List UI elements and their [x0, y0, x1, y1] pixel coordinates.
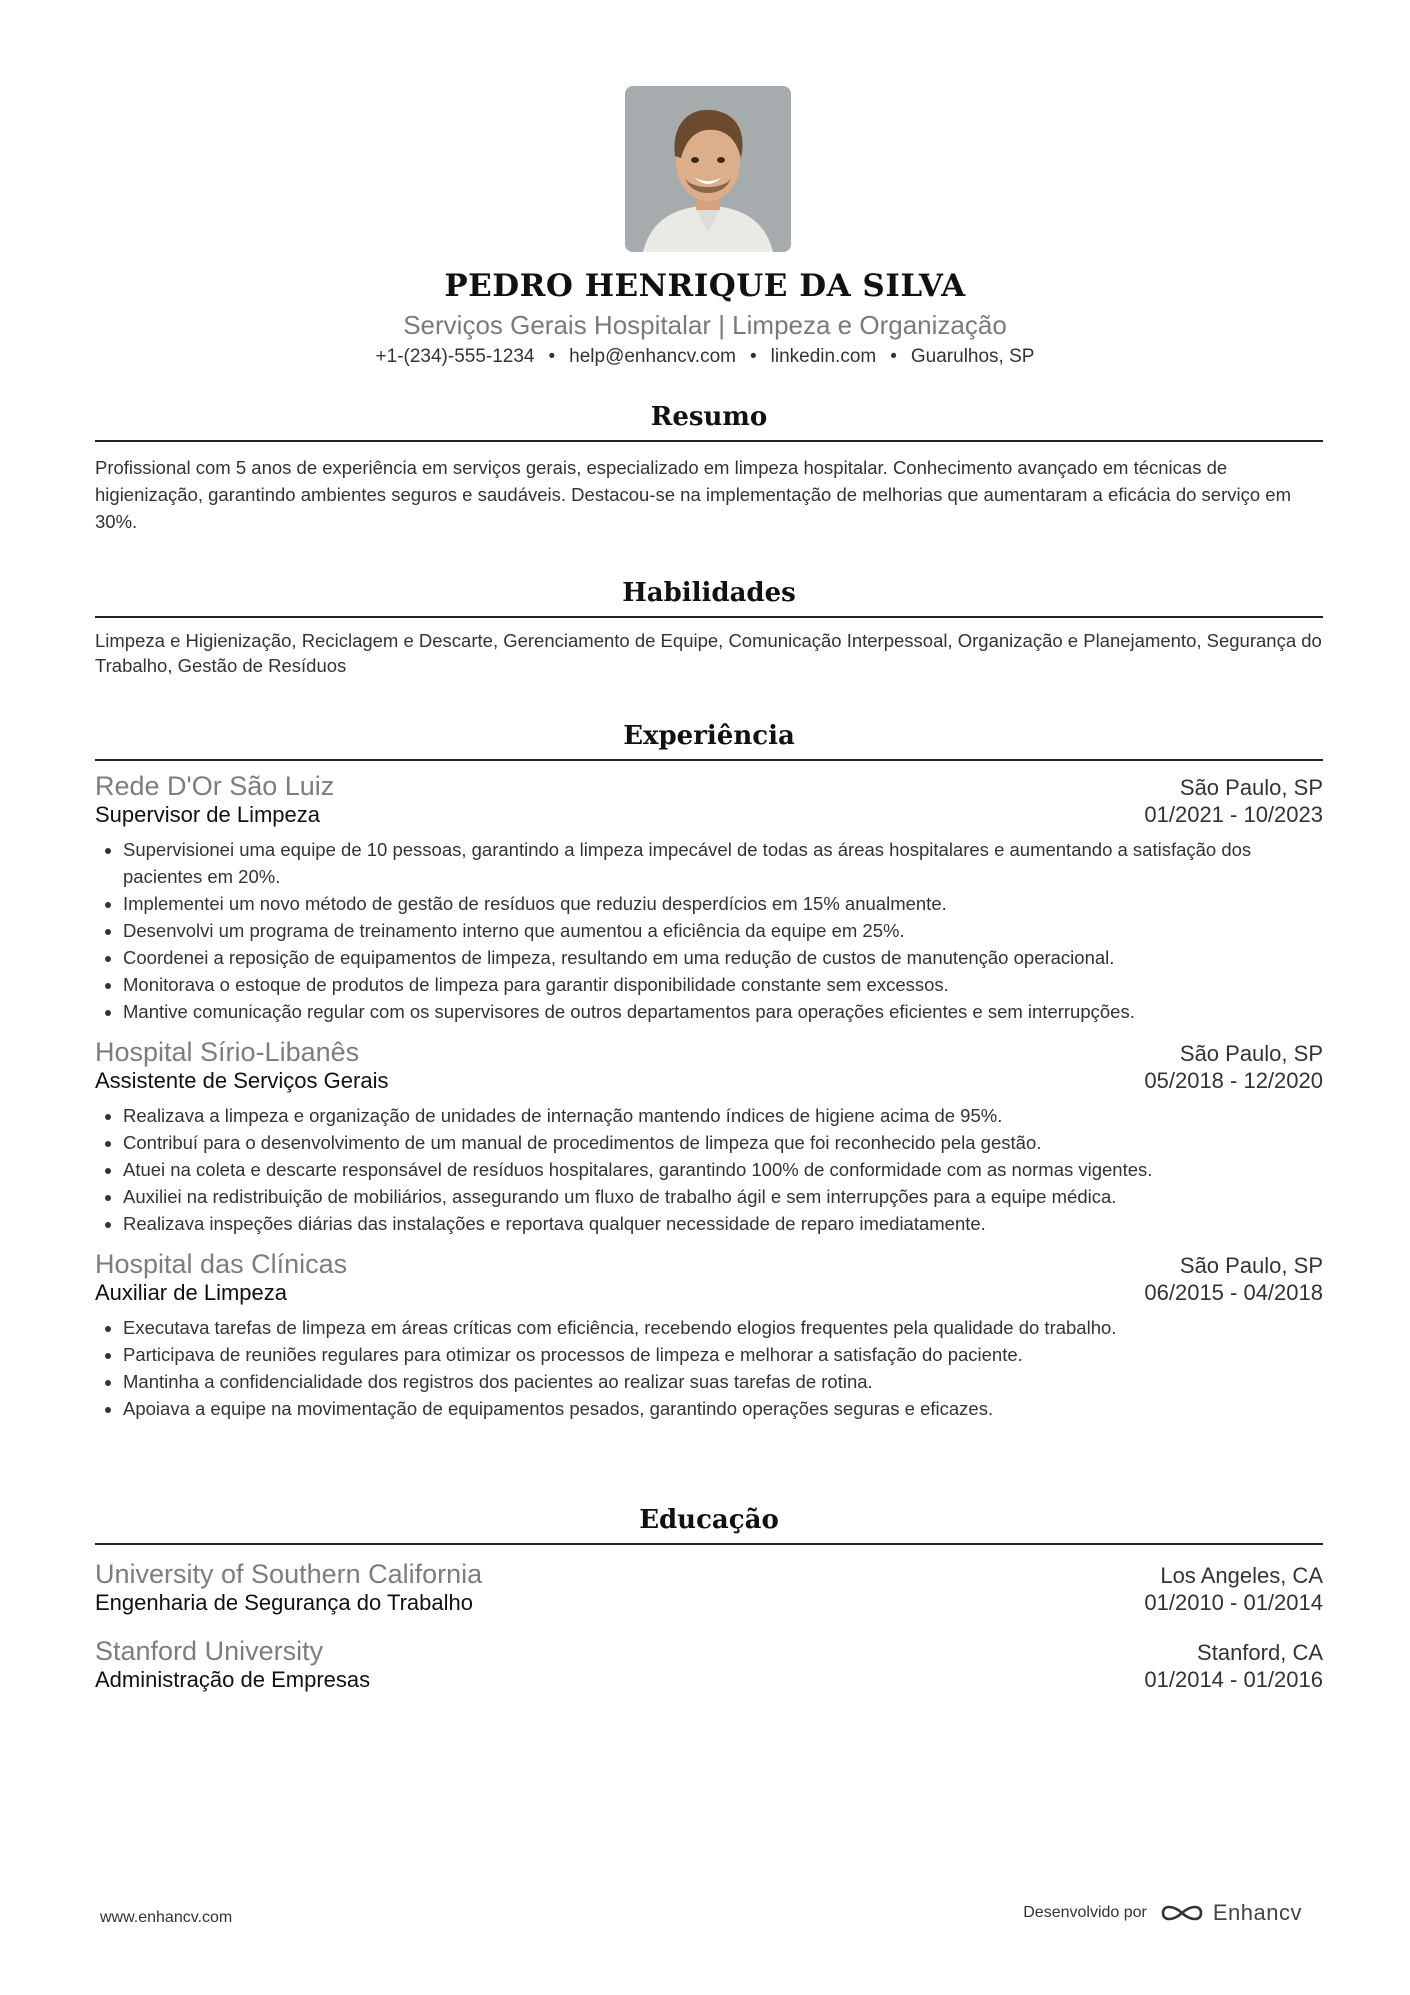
education-dates: 01/2014 - 01/2016: [1144, 1667, 1323, 1692]
school-name: University of Southern California: [95, 1559, 483, 1589]
section-title: Educação: [95, 1505, 1323, 1545]
separator-dot-icon: •: [890, 346, 897, 367]
footer-branding: [1023, 1900, 1302, 1926]
job-title: Supervisor de Limpeza: [95, 802, 321, 827]
list-item: • Auxiliei na redistribuição de mobiliários, assegurando um fluxo de trabalho ágil e sem interrupções para a equipe médica.: [123, 1183, 1323, 1210]
contact-linkedin[interactable]: linkedin.com: [770, 346, 877, 367]
list-item: • Atuei na coleta e descarte responsável de resíduos hospitalares, garantindo 100% de conformidade com as normas vigentes.: [123, 1156, 1323, 1183]
list-item: • Realizava a limpeza e organização de unidades de internação mantendo índices de higiene acima de 95%.: [123, 1102, 1323, 1129]
list-item: • Executava tarefas de limpeza em áreas críticas com eficiência, recebendo elogios frequentes pela qualidade do trabalho.: [123, 1314, 1323, 1341]
school-name: Stanford University: [95, 1636, 324, 1666]
achievement-list: [95, 1314, 1323, 1422]
list-item: • Desenvolvi um programa de treinamento interno que aumentou a eficiência da equipe em 25%.: [123, 917, 1323, 944]
list-item: • Apoiava a equipe na movimentação de equipamentos pesados, garantindo operações seguras e eficazes.: [123, 1395, 1323, 1422]
job-location: São Paulo, SP: [1179, 1253, 1323, 1278]
list-item: • Contribuí para o desenvolvimento de um manual de procedimentos de limpeza que foi reconhecido pela gestão.: [123, 1129, 1323, 1156]
job-title: Auxiliar de Limpeza: [95, 1280, 287, 1305]
education-dates: 01/2010 - 01/2014: [1144, 1590, 1323, 1615]
footer-website[interactable]: www.enhancv.com: [100, 1909, 233, 1926]
profile-photo: [625, 86, 791, 252]
job-dates: 05/2018 - 12/2020: [1144, 1068, 1323, 1093]
list-item: • Monitorava o estoque de produtos de limpeza para garantir disponibilidade constante sem excessos.: [123, 971, 1323, 998]
contact-email[interactable]: help@enhancv.com: [569, 346, 736, 367]
job-dates: 06/2015 - 04/2018: [1144, 1280, 1323, 1305]
achievement-list: [95, 836, 1323, 1025]
skills-section: [95, 578, 1323, 678]
school-location: Los Angeles, CA: [1160, 1563, 1323, 1588]
employer-name: Hospital das Clínicas: [95, 1249, 348, 1279]
powered-by-label: Desenvolvido por: [1023, 1904, 1147, 1921]
job-location: São Paulo, SP: [1179, 775, 1323, 800]
contact-phone[interactable]: +1-(234)-555-1234: [375, 346, 535, 367]
degree-name: Engenharia de Segurança do Trabalho: [95, 1590, 473, 1615]
brand-name: Enhancv: [1212, 1900, 1302, 1925]
list-item: • Supervisionei uma equipe de 10 pessoas, garantindo a limpeza impecável de todas as áreas hospitalares e aumentando a satisfação dos pacientes em 20%.: [123, 836, 1323, 890]
list-item: • Implementei um novo método de gestão de resíduos que reduziu desperdícios em 15% anualmente.: [123, 890, 1323, 917]
section-title: Habilidades: [95, 578, 1323, 618]
section-title: Experiência: [95, 721, 1323, 761]
summary-section: [95, 402, 1323, 535]
achievement-list: [95, 1102, 1323, 1237]
enhancv-logo-icon: [1159, 1900, 1205, 1926]
experience-entry: [95, 1249, 1323, 1422]
experience-section: [95, 721, 1323, 1422]
degree-name: Administração de Empresas: [95, 1667, 371, 1692]
summary-text: Profissional com 5 anos de experiência em serviços gerais, especializado em limpeza hospitalar. Conhecimento avançado em técnicas de higienização, garantindo ambientes seguros e saudáveis. Destacou-se na implementação de melhorias que aumentaram a eficácia do serviço em 30%.: [95, 457, 1291, 532]
education-section: [95, 1505, 1323, 1693]
contact-line: [0, 346, 1410, 368]
candidate-headline: Serviços Gerais Hospitalar | Limpeza e Organização: [403, 310, 1007, 340]
list-item: • Mantive comunicação regular com os supervisores de outros departamentos para operações eficientes e sem interrupções.: [123, 998, 1323, 1025]
separator-dot-icon: •: [749, 346, 757, 367]
profile-photo-illustration: [625, 86, 791, 252]
employer-name: Hospital Sírio-Libanês: [95, 1037, 360, 1067]
experience-entry: [95, 1037, 1323, 1237]
school-location: Stanford, CA: [1197, 1640, 1323, 1665]
candidate-name: PEDRO HENRIQUE DA SILVA: [444, 268, 966, 304]
skills-text: Limpeza e Higienização, Reciclagem e Descarte, Gerenciamento de Equipe, Comunicação Interpessoal, Organização e Planejamento, Segurança do Trabalho, Gestão de Resíduos: [95, 630, 1322, 676]
job-dates: 01/2021 - 10/2023: [1144, 802, 1323, 827]
job-title: Assistente de Serviços Gerais: [95, 1068, 389, 1093]
section-title: Resumo: [95, 402, 1323, 442]
education-entry: [95, 1559, 1323, 1616]
list-item: • Realizava inspeções diárias das instalações e reportava qualquer necessidade de reparo imediatamente.: [123, 1210, 1323, 1237]
separator-dot-icon: •: [548, 346, 556, 367]
experience-entry: [95, 771, 1323, 1025]
contact-location: Guarulhos, SP: [910, 346, 1035, 367]
list-item: • Participava de reuniões regulares para otimizar os processos de limpeza e melhorar a satisfação do paciente.: [123, 1341, 1323, 1368]
list-item: • Coordenei a reposição de equipamentos de limpeza, resultando em uma redução de custos de manutenção operacional.: [123, 944, 1323, 971]
list-item: • Mantinha a confidencialidade dos registros dos pacientes ao realizar suas tarefas de rotina.: [123, 1368, 1323, 1395]
job-location: São Paulo, SP: [1179, 1041, 1323, 1066]
employer-name: Rede D'Or São Luiz: [95, 771, 335, 801]
education-entry: [95, 1636, 1323, 1693]
